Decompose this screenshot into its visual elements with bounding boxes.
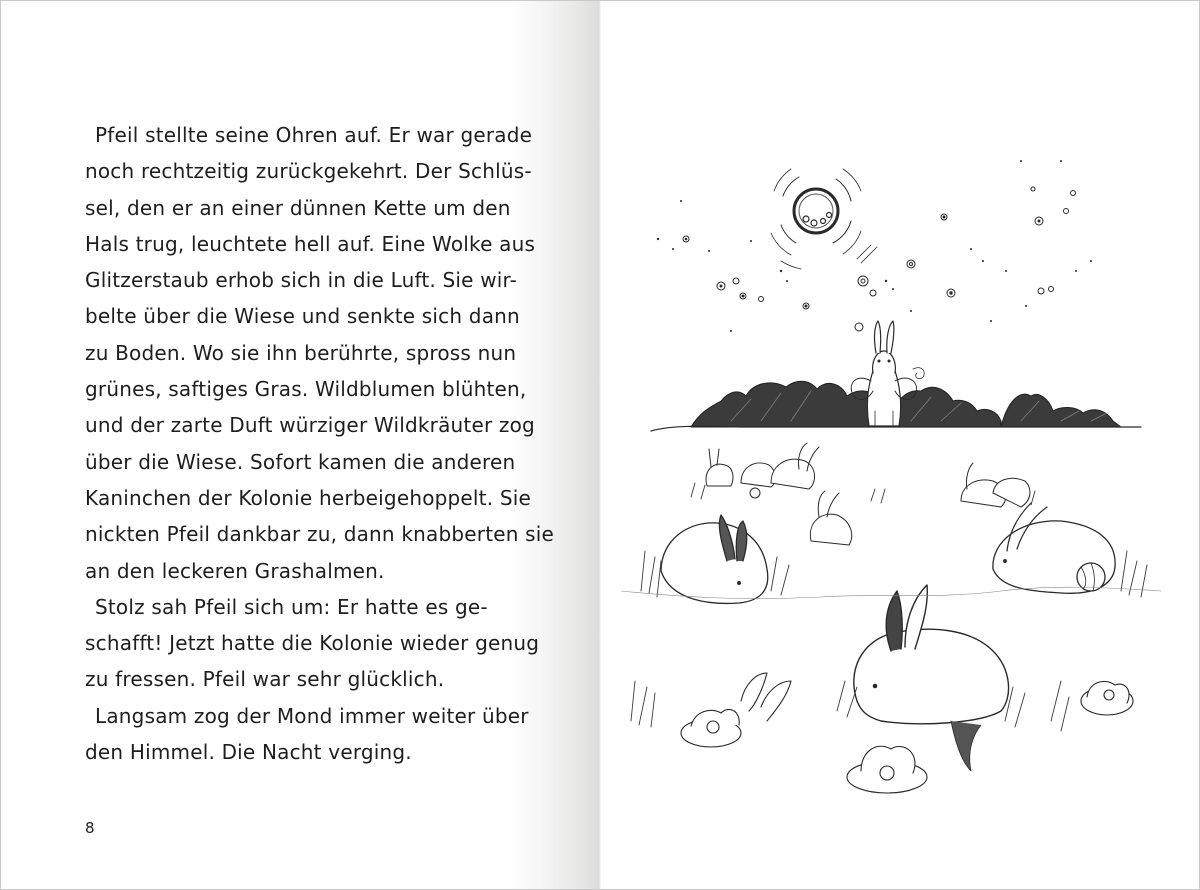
text-line: an den leckeren Grashalmen.: [85, 558, 385, 583]
text-line: nickten Pfeil dankbar zu, dann knabberten sie: [85, 522, 555, 547]
left-rabbit: [661, 515, 768, 603]
rabbit-with-ball: [993, 503, 1115, 593]
text-line: zu Boden. Wo sie ihn berührte, spross nun: [85, 340, 517, 365]
sparkles: [657, 160, 1092, 332]
text-line: über die Wiese. Sofort kamen die anderen: [85, 449, 516, 474]
text-line: Kaninchen der Kolonie herbeigehoppelt. Sie: [85, 485, 531, 510]
text-line: zu fressen. Pfeil war sehr glücklich.: [85, 667, 445, 692]
left-page: [1, 1, 601, 889]
text-line: noch rechtzeitig zurückgekehrt. Der Schlüs-: [85, 159, 532, 184]
flower-right: [1081, 681, 1133, 715]
moon-icon: [771, 169, 877, 269]
text-line: grünes, saftiges Gras. Wildblumen blühten,: [85, 377, 527, 402]
background-rabbits: [706, 443, 1030, 545]
meadow-illustration: [621, 121, 1181, 821]
text-line: Hals trug, leuchtete hell auf. Eine Wolke aus: [85, 231, 536, 256]
story-text: [85, 117, 555, 770]
front-rabbit: [854, 585, 1009, 724]
text-line: belte über die Wiese und senkte sich dann: [85, 304, 520, 329]
right-page: [601, 1, 1199, 889]
flower-left: [681, 709, 741, 747]
text-line: und der zarte Duft würziger Wildkräuter zog: [85, 413, 535, 438]
text-line: Stolz sah Pfeil sich um: Er hatte es ge-: [95, 594, 488, 619]
text-line: Langsam zog der Mond immer weiter über: [95, 703, 529, 728]
text-line: Pfeil stellte seine Ohren auf. Er war gerade: [95, 123, 533, 147]
text-line: sel, den er an einer dünnen Kette um den: [85, 195, 511, 220]
flower-center: [847, 746, 927, 793]
text-line: Glitzerstaub erhob sich in die Luft. Sie wir-: [85, 268, 518, 293]
page-number: 8: [85, 819, 95, 837]
text-line: den Himmel. Die Nacht verging.: [85, 740, 412, 765]
text-line: schafft! Jetzt hatte die Kolonie wieder genug: [85, 631, 540, 656]
